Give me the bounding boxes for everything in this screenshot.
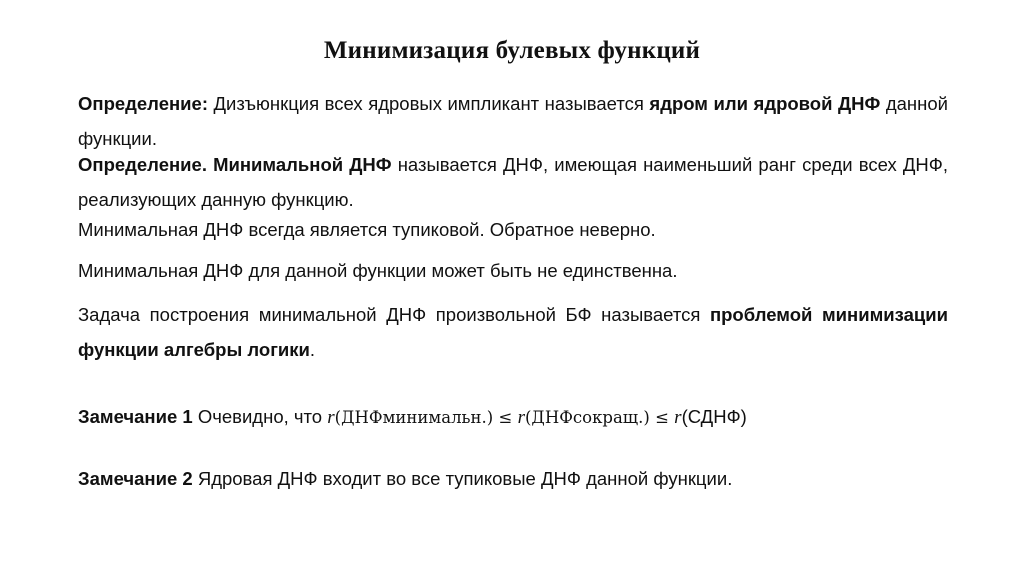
- rank-arg-reduced: (ДНФсокращ.): [524, 408, 650, 427]
- remark-1-label: Замечание 1: [78, 406, 193, 427]
- remark-2-label: Замечание 2: [78, 468, 193, 489]
- le-sign-2: ≤: [649, 408, 675, 427]
- remark-2: [78, 461, 948, 496]
- definition-1-term: ядром или ядровой ДНФ: [649, 93, 881, 114]
- statement-1-text: Минимальная ДНФ всегда является тупиковой. Обратное неверно.: [78, 219, 656, 240]
- definition-2-text: называется ДНФ, имеющая наименьший ранг среди всех ДНФ, реализующих данную функцию.: [78, 154, 948, 210]
- rank-arg-sdnf: (СДНФ): [681, 406, 747, 427]
- problem-text: Задача построения минимальной ДНФ произвольной БФ называется: [78, 304, 710, 325]
- definition-2: [78, 147, 948, 217]
- definition-2-term: Минимальной ДНФ: [206, 154, 392, 175]
- statement-2: [78, 253, 948, 288]
- statement-2-text: Минимальная ДНФ для данной функции может быть не единственна.: [78, 260, 678, 281]
- rank-symbol: r: [517, 407, 525, 428]
- rank-symbol: r: [327, 407, 335, 428]
- slide-title: Минимизация булевых функций: [323, 37, 701, 64]
- definition-1-label: Определение:: [78, 93, 208, 114]
- rank-symbol: r: [674, 407, 682, 428]
- statement-1: [78, 212, 948, 247]
- rank-arg-minimal: (ДНФминимальн.): [334, 408, 494, 427]
- remark-1-text: Очевидно, что: [192, 406, 328, 427]
- definition-2-label: Определение.: [78, 154, 207, 175]
- definition-1: [78, 86, 948, 156]
- le-sign-1: ≤: [493, 408, 518, 427]
- problem-end: .: [309, 339, 316, 360]
- remark-2-text: Ядровая ДНФ входит во все тупиковые ДНФ данной функции.: [192, 468, 733, 489]
- definition-1-text-b: данной функции.: [78, 93, 948, 149]
- definition-1-text-a: Дизъюнкция всех ядровых импликант называется: [207, 93, 650, 114]
- remark-1: [78, 399, 948, 435]
- problem-statement: [78, 297, 948, 367]
- problem-term: проблемой минимизации функции алгебры логики: [78, 304, 948, 360]
